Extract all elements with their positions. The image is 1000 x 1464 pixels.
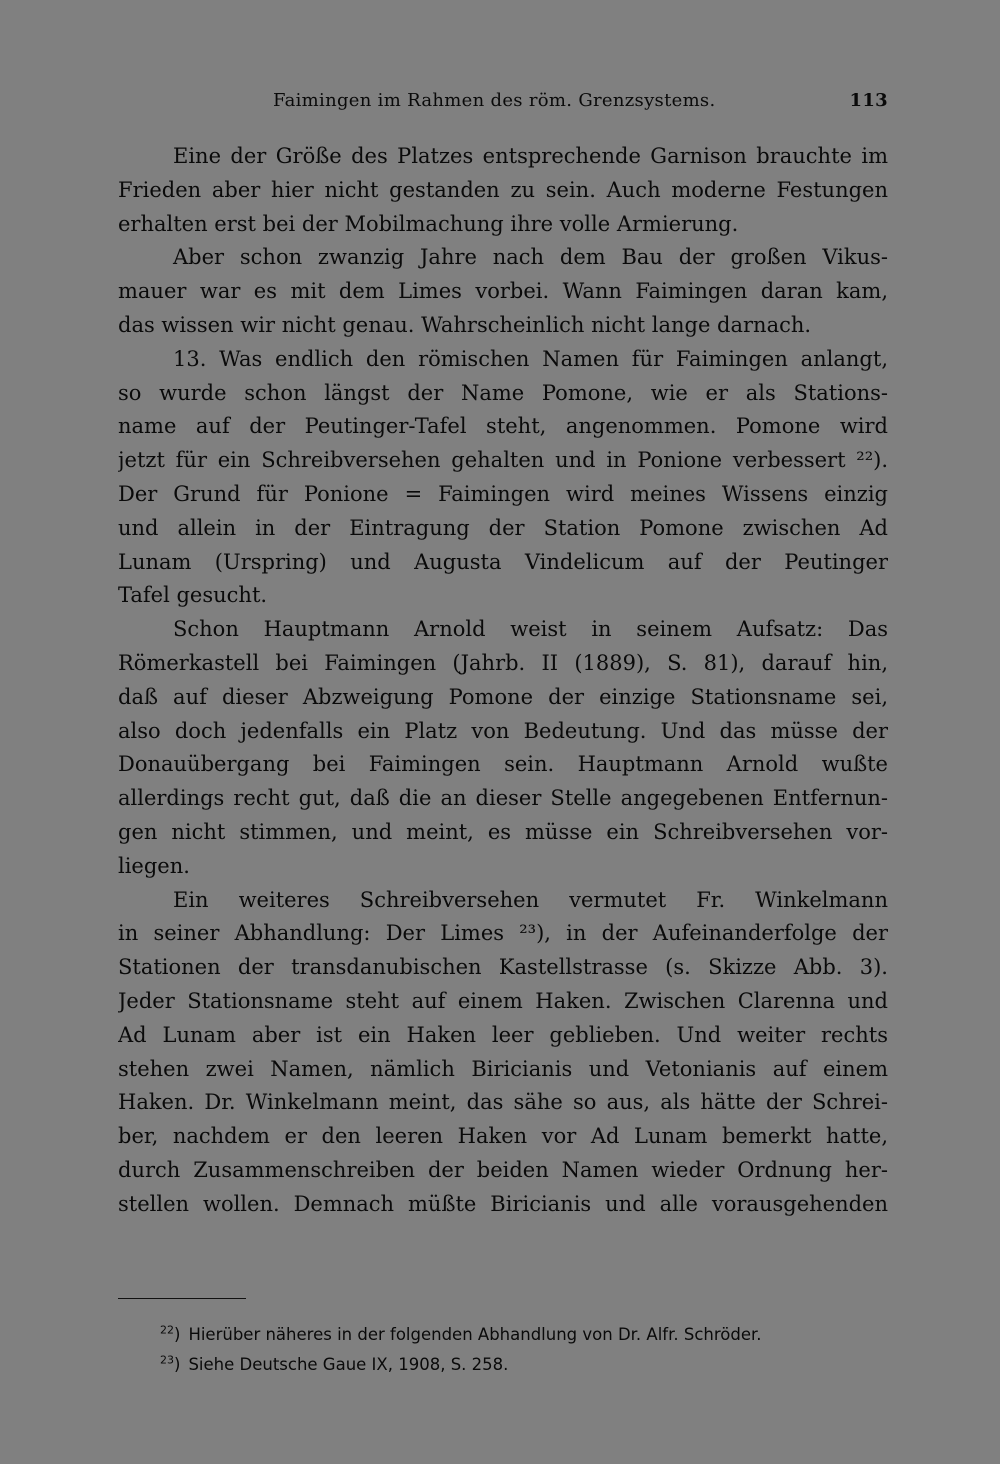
- body-text: [118, 140, 888, 1222]
- text-line: so wurde schon längst der Name Pomone, wie er als Stations-: [118, 380, 888, 405]
- text-line: Donauübergang bei Faimingen sein. Hauptmann Arnold wußte: [118, 752, 888, 777]
- text-line: Tafel gesucht.: [118, 583, 268, 608]
- footnote: [160, 1350, 890, 1380]
- text-line: gen nicht stimmen, und meint, es müsse ein Schreibversehen vor-: [118, 819, 888, 844]
- footnote: [160, 1320, 890, 1350]
- text-line: und allein in der Eintragung der Station Pomone zwischen Ad: [118, 515, 888, 540]
- footnote-separator: [118, 1298, 246, 1299]
- footnote-mark: 22: [160, 1323, 174, 1337]
- footnotes: [160, 1320, 890, 1380]
- text-line: also doch jedenfalls ein Platz von Bedeutung. Und das müsse der: [118, 718, 888, 743]
- text-line: allerdings recht gut, daß die an dieser Stelle angegebenen Entfernun-: [118, 786, 888, 811]
- text-line: Jeder Stationsname steht auf einem Haken. Zwischen Clarenna und: [118, 988, 888, 1013]
- footnote-text: Siehe Deutsche Gaue IX, 1908, S. 258.: [188, 1355, 509, 1374]
- footnote-text: Hierüber näheres in der folgenden Abhandlung von Dr. Alfr. Schröder.: [188, 1325, 762, 1344]
- text-line: daß auf dieser Abzweigung Pomone der einzige Stationsname sei,: [118, 684, 888, 709]
- text-line: liegen.: [118, 853, 190, 878]
- text-line: 13. Was endlich den römischen Namen für Faimingen anlangt,: [173, 346, 888, 371]
- text-line: durch Zusammenschreiben der beiden Namen wieder Ordnung her-: [118, 1157, 888, 1182]
- text-line: Frieden aber hier nicht gestanden zu sein. Auch moderne Festungen: [118, 177, 888, 202]
- footnote-paren: ): [174, 1325, 181, 1344]
- footnote-mark: 23: [160, 1353, 174, 1367]
- text-line: mauer war es mit dem Limes vorbei. Wann Faimingen daran kam,: [118, 279, 888, 304]
- text-line: Ad Lunam aber ist ein Haken leer geblieben. Und weiter rechts: [118, 1022, 888, 1047]
- text-line: Stationen der transdanubischen Kastellstrasse (s. Skizze Abb. 3).: [118, 955, 888, 980]
- footnote-paren: ): [174, 1355, 181, 1374]
- text-line: Schon Hauptmann Arnold weist in seinem Aufsatz: Das: [173, 617, 888, 642]
- text-line: ber, nachdem er den leeren Haken vor Ad Lunam bemerkt hatte,: [118, 1124, 888, 1149]
- text-line: erhalten erst bei der Mobilmachung ihre volle Armierung.: [118, 211, 739, 236]
- text-line: Ein weiteres Schreibversehen vermutet Fr. Winkelmann: [173, 887, 888, 912]
- text-line: jetzt für ein Schreibversehen gehalten und in Ponione verbessert ²²).: [118, 448, 888, 473]
- text-line: das wissen wir nicht genau. Wahrscheinlich nicht lange darnach.: [118, 312, 812, 337]
- text-line: stellen wollen. Demnach müßte Biricianis und alle vorausgehenden: [118, 1191, 888, 1216]
- page-number: 113: [849, 90, 888, 111]
- text-line: stehen zwei Namen, nämlich Biricianis und Vetonianis auf einem: [118, 1056, 888, 1081]
- text-line: Römerkastell bei Faimingen (Jahrb. II (1889), S. 81), darauf hin,: [118, 650, 888, 675]
- text-line: Haken. Dr. Winkelmann meint, das sähe so aus, als hätte der Schrei-: [118, 1090, 888, 1115]
- text-line: name auf der Peutinger-Tafel steht, angenommen. Pomone wird: [118, 414, 888, 439]
- running-title: Faimingen im Rahmen des röm. Grenzsystems.: [273, 90, 716, 111]
- text-line: in seiner Abhandlung: Der Limes ²³), in der Aufeinanderfolge der: [118, 921, 888, 946]
- text-line: Eine der Größe des Platzes entsprechende Garnison brauchte im: [173, 144, 888, 168]
- text-line: Aber schon zwanzig Jahre nach dem Bau der großen Vikus-: [173, 245, 888, 270]
- text-line: Lunam (Urspring) und Augusta Vindelicum auf der Peutinger: [118, 549, 888, 574]
- text-line: Der Grund für Ponione = Faimingen wird meines Wissens einzig: [118, 481, 888, 506]
- page-header: [118, 90, 888, 120]
